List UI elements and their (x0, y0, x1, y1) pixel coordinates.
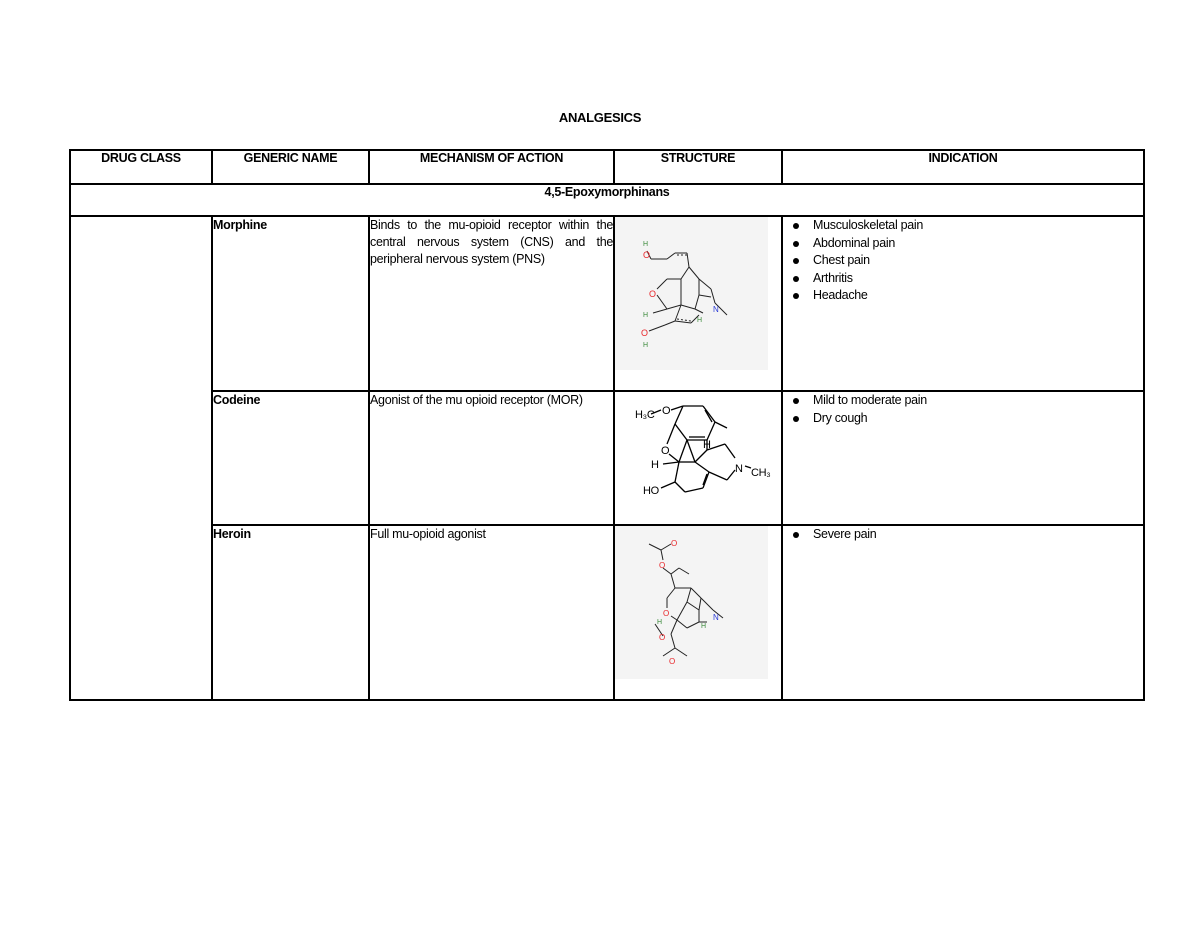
structure-cell-codeine (614, 391, 782, 525)
list-item (783, 270, 1143, 288)
document-title: ANALGESICS (558, 110, 642, 125)
generic-name-codeine: Codeine (212, 391, 369, 525)
heroin-h-left-label: H (657, 619, 662, 626)
morphine-h-bottom-label: H (643, 342, 648, 349)
indication-text: Mild to moderate pain (813, 393, 927, 407)
codeine-h3c-label: H₃C (635, 409, 655, 421)
bullet-icon (793, 223, 799, 229)
codeine-o-ring-label: O (661, 445, 670, 457)
indication-text: Chest pain (813, 253, 870, 267)
bullet-icon (793, 276, 799, 282)
drug-class-cell (70, 216, 212, 700)
bullet-icon (793, 398, 799, 404)
structure-cell-heroin (614, 525, 782, 700)
indication-text: Severe pain (813, 527, 877, 541)
header-drug-class: DRUG CLASS (70, 150, 212, 184)
codeine-o-methoxy-label: O (662, 405, 671, 417)
list-item (783, 410, 1143, 428)
analgesics-table (69, 149, 1145, 701)
morphine-structure-icon (615, 217, 768, 370)
codeine-ho-label: HO (643, 485, 659, 497)
bullet-icon (793, 532, 799, 538)
bullet-icon (793, 293, 799, 299)
list-item (783, 526, 1143, 544)
header-generic-name: GENERIC NAME (212, 150, 369, 184)
morphine-h-top-label: H (643, 241, 648, 248)
group-label: 4,5-Epoxymorphinans (70, 184, 1144, 216)
structure-cell-morphine (614, 216, 782, 391)
heroin-n-label: N (713, 613, 719, 622)
heroin-o-ester-top-label: O (659, 561, 665, 570)
header-indication: INDICATION (782, 150, 1144, 184)
heroin-h-right-label: H (701, 623, 706, 630)
indication-text: Musculoskeletal pain (813, 218, 924, 232)
generic-name-morphine: Morphine (212, 216, 369, 391)
morphine-o-bottom-label: O (641, 328, 648, 338)
codeine-structure-icon (623, 400, 781, 518)
table-row (70, 525, 1144, 700)
bullet-icon (793, 258, 799, 264)
list-item (783, 252, 1143, 270)
indication-morphine (782, 216, 1144, 391)
morphine-n-label: N (713, 305, 719, 314)
indication-list-codeine (783, 392, 1143, 427)
list-item (783, 235, 1143, 253)
indication-heroin (782, 525, 1144, 700)
generic-name-heroin: Heroin (212, 525, 369, 700)
indication-text: Arthritis (813, 270, 853, 285)
heroin-o-ring-label: O (663, 609, 669, 618)
codeine-h-top-label: H (703, 439, 711, 451)
codeine-h-left-label: H (651, 459, 659, 471)
morphine-h-left-label: H (643, 312, 648, 319)
heroin-o-carbonyl-bottom-label: O (669, 657, 675, 666)
table-row (70, 391, 1144, 525)
morphine-o-ring-label: O (649, 289, 656, 299)
list-item (783, 392, 1143, 410)
indication-list-morphine (783, 217, 1143, 305)
heroin-o-ester-bottom-label: O (659, 633, 665, 642)
indication-text: Headache (813, 288, 868, 302)
bullet-icon (793, 416, 799, 422)
indication-codeine (782, 391, 1144, 525)
list-item (783, 217, 1143, 235)
morphine-structure-image (615, 217, 768, 370)
morphine-h-right-label: H (697, 317, 702, 324)
codeine-ch3-label: CH₃ (751, 467, 771, 479)
group-row (70, 184, 1144, 216)
indication-text: Abdominal pain (813, 235, 895, 250)
table-row (70, 216, 1144, 391)
header-mechanism: MECHANISM OF ACTION (369, 150, 614, 184)
bullet-icon (793, 241, 799, 247)
indication-list-heroin (783, 526, 1143, 544)
heroin-o-carbonyl-top-label: O (671, 539, 677, 548)
mechanism-morphine: Binds to the mu-opioid receptor within the central nervous system (CNS) and the peripheral nervous system (PNS) (369, 216, 614, 391)
header-row (70, 150, 1144, 184)
indication-text: Dry cough (813, 410, 868, 425)
mechanism-codeine: Agonist of the mu opioid receptor (MOR) (369, 391, 614, 525)
heroin-structure-image (615, 526, 768, 679)
header-structure: STRUCTURE (614, 150, 782, 184)
codeine-n-label: N (735, 463, 743, 475)
codeine-structure-image (623, 400, 781, 518)
mechanism-heroin: Full mu-opioid agonist (369, 525, 614, 700)
list-item (783, 287, 1143, 305)
heroin-structure-icon (615, 526, 768, 679)
morphine-o-top-label: O (643, 250, 650, 260)
